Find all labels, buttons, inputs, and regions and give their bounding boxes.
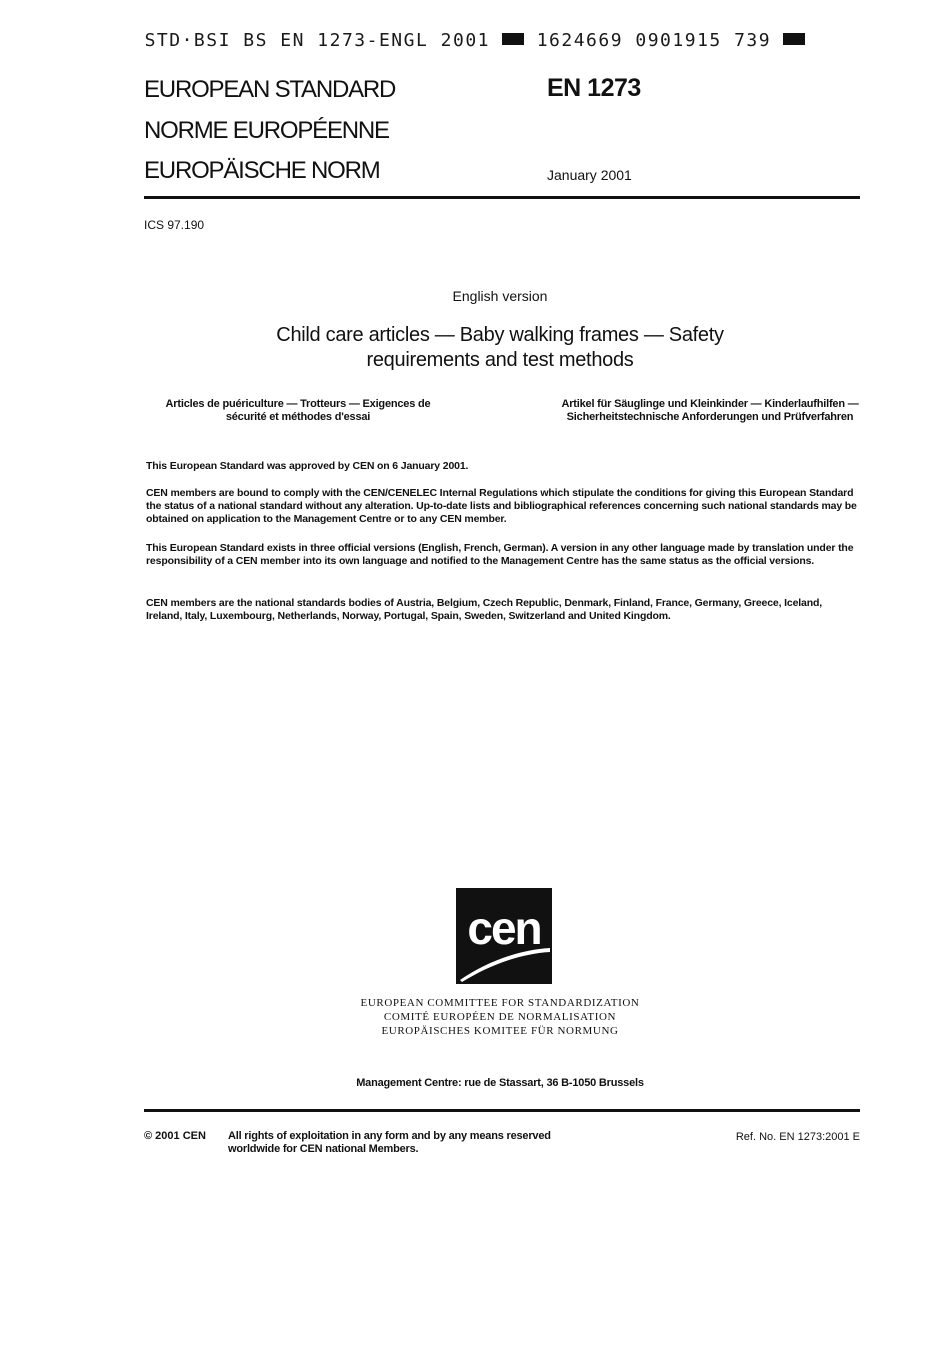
german-title-line: Sicherheitstechnische Anforderungen und Prüfverfahren (566, 411, 854, 423)
french-title-line: sécurité et méthodes d'essai (225, 411, 371, 423)
cen-logo (456, 888, 552, 984)
german-title-line: Artikel für Säuglinge und Kleinkinder — Kinderlaufhilfen — (561, 398, 859, 410)
members-paragraph: CEN members are the national standards bodies of Austria, Belgium, Czech Republic, Denmark, Finland, France, Germany, Greece, Iceland, Ireland, Italy, Luxembourg, Netherlands, Norway, Portugal, Spain, Sweden, Switzerland and United Kingdom. (146, 597, 823, 622)
title-german: EUROPÄISCHE NORM (144, 157, 380, 184)
approval-paragraph: This European Standard was approved by CEN on 6 January 2001. (146, 460, 469, 472)
title-english: EUROPEAN STANDARD (144, 76, 396, 103)
title-french: NORME EUROPÉENNE (144, 117, 389, 144)
committee-name-french: COMITÉ EUROPÉEN DE NORMALISATION (383, 1011, 617, 1023)
copyright: © 2001 CEN (144, 1130, 206, 1142)
committee-name-german: EUROPÄISCHES KOMITEE FÜR NORMUNG (381, 1025, 619, 1037)
rights-line: All rights of exploitation in any form and by any means reserved (228, 1130, 551, 1142)
french-title (140, 398, 456, 424)
cen-logo-graphic (456, 888, 552, 984)
committee-name-english: EUROPEAN COMMITTEE FOR STANDARDIZATION (360, 997, 640, 1009)
library-stamp (0, 30, 950, 51)
stamp-block-mark (783, 33, 805, 45)
ics-code: ICS 97.190 (144, 218, 205, 232)
rights-statement (228, 1130, 551, 1156)
standard-number: EN 1273 (547, 74, 641, 102)
footer-rule (144, 1109, 860, 1112)
stamp-code: STD·BSI BS EN 1273-ENGL 2001 (144, 30, 490, 51)
reference-number: Ref. No. EN 1273:2001 E (735, 1131, 860, 1143)
committee-names (300, 996, 700, 1038)
stamp-block-mark (502, 33, 524, 45)
french-title-line: Articles de puériculture — Trotteurs — Exigences de (165, 398, 431, 410)
regulations-paragraph: CEN members are bound to comply with the CEN/CENELEC Internal Regulations which stipulate the conditions for giving this European Standard the status of a national standard without any alteration. Up-to-date lists and bibliographical references concerning such national standards may be obtained on application to the Management Centre or to any CEN member. (146, 487, 857, 525)
header-rule (144, 196, 860, 199)
german-title (538, 398, 882, 424)
publication-date: January 2001 (547, 167, 632, 183)
title-line: Child care articles — Baby walking frames — Safety (276, 324, 724, 346)
document-title (190, 323, 810, 373)
version-label: English version (452, 288, 548, 304)
title-line: requirements and test methods (366, 349, 634, 371)
rights-line: worldwide for CEN national Members. (228, 1143, 419, 1155)
management-centre-address: Management Centre: rue de Stassart, 36 B-1050 Brussels (356, 1077, 644, 1089)
stamp-numbers: 1624669 0901915 739 (536, 30, 772, 51)
versions-paragraph: This European Standard exists in three official versions (English, French, German). A version in any other language made by translation under the responsibility of a CEN member into its own language and notified to the Management Centre has the same status as the official versions. (146, 542, 854, 567)
cen-logo-text: cen (467, 902, 541, 954)
